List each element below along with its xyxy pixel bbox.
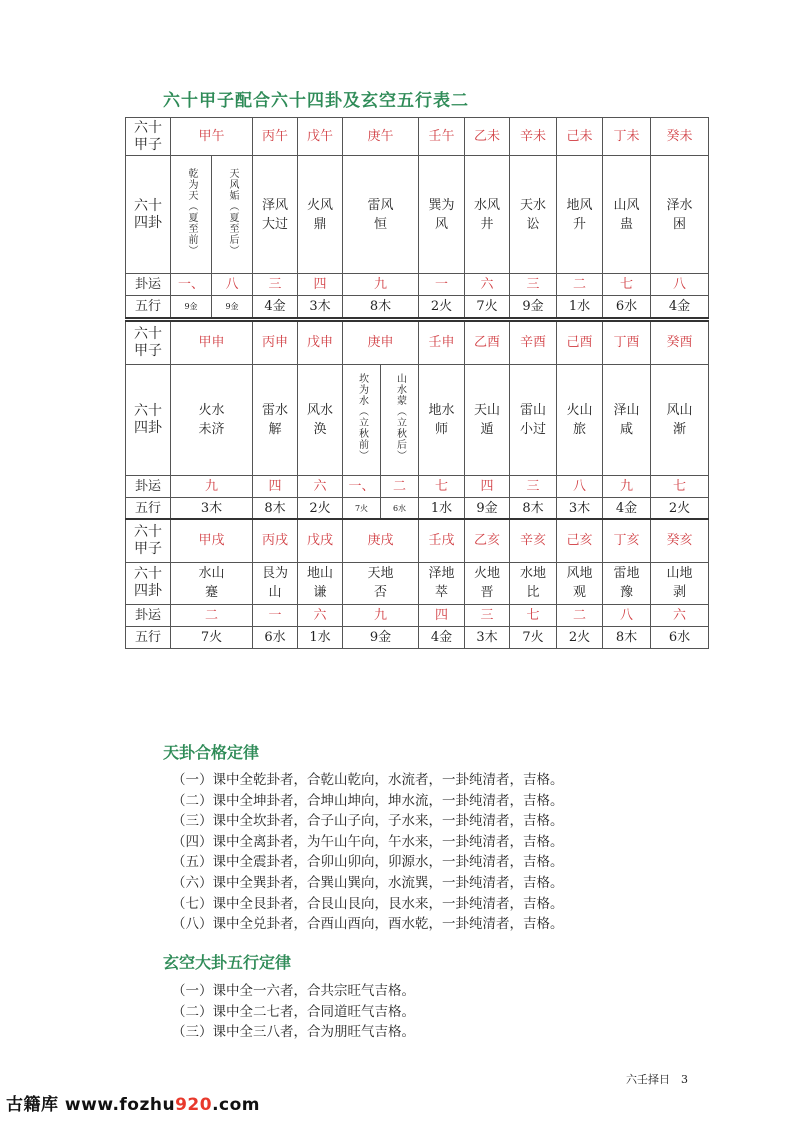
yun-cell: 九 — [171, 475, 253, 497]
gua-cell: 火山 旅 — [557, 364, 603, 475]
row-label-gua: 六十 四卦 — [126, 364, 171, 475]
gua-cell: 火水 未济 — [171, 364, 253, 475]
gua-cell: 天水 讼 — [510, 156, 557, 274]
wuxing-row — [126, 626, 709, 648]
wuxing-cell: 4金 — [603, 497, 651, 519]
yun-cell: 七 — [603, 274, 651, 296]
list-item: （五）课中全震卦者，合卯山卯向，卯源水，一卦纯清者，吉格。 — [172, 854, 564, 871]
gua-cell-vertical: 坎为水（立秋前） — [343, 364, 381, 475]
jiazi-cell: 癸未 — [651, 118, 709, 156]
rule-list-xuankong — [172, 981, 415, 1043]
wuxing-cell: 6水 — [651, 626, 709, 648]
gua-cell: 泽地 萃 — [419, 562, 465, 604]
gua-cell: 天地 否 — [343, 562, 419, 604]
yun-cell: 七 — [651, 475, 709, 497]
gua-cell-vertical: 山水蒙（立秋后） — [381, 364, 419, 475]
list-item: （四）课中全离卦者，为午山午向，午水来，一卦纯清者，吉格。 — [172, 833, 564, 850]
gua-cell: 山地 剥 — [651, 562, 709, 604]
jiazi-cell: 辛酉 — [510, 321, 557, 364]
gua-cell: 地山 谦 — [298, 562, 343, 604]
wuxing-cell: 6水 — [603, 296, 651, 318]
row-label-guayun: 卦运 — [126, 475, 171, 497]
gua-cell: 风地 观 — [557, 562, 603, 604]
row-label-gua: 六十 四卦 — [126, 156, 171, 274]
yun-cell: 九 — [343, 604, 419, 626]
wuxing-cell: 3木 — [465, 626, 510, 648]
wuxing-cell: 6水 — [381, 497, 419, 519]
yun-cell: 三 — [253, 274, 298, 296]
jiazi-cell: 戊午 — [298, 118, 343, 156]
wuxing-cell: 6水 — [253, 626, 298, 648]
gua-cell: 水风 井 — [465, 156, 510, 274]
row-label-guayun: 卦运 — [126, 274, 171, 296]
gua-row — [126, 364, 709, 475]
list-item: （一）课中全乾卦者，合乾山乾向，水流者，一卦纯清者，吉格。 — [172, 772, 564, 788]
jiazi-cell: 庚午 — [343, 118, 419, 156]
gua-cell: 雷地 豫 — [603, 562, 651, 604]
list-item: （八）课中全兑卦者，合酉山酉向，酉水乾，一卦纯清者，吉格。 — [172, 916, 564, 933]
jiazi-cell: 乙亥 — [465, 519, 510, 562]
list-item: （七）课中全艮卦者，合艮山艮向，艮水来，一卦纯清者，吉格。 — [172, 895, 564, 912]
list-item: （六）课中全巽卦者，合巽山巽向，水流巽，一卦纯清者，吉格。 — [172, 874, 564, 891]
list-item: （二）课中全坤卦者，合坤山坤向，坤水流，一卦纯清者，吉格。 — [172, 792, 564, 809]
wuxing-row — [126, 497, 709, 519]
wuxing-cell: 3木 — [298, 296, 343, 318]
guayun-row — [126, 475, 709, 497]
gua-cell: 泽风 大过 — [253, 156, 298, 274]
wuxing-cell: 1水 — [298, 626, 343, 648]
jiazi-cell: 甲戌 — [171, 519, 253, 562]
wuxing-cell: 2火 — [651, 497, 709, 519]
yun-cell: 八 — [651, 274, 709, 296]
gua-cell: 火风 鼎 — [298, 156, 343, 274]
gua-cell: 地风 升 — [557, 156, 603, 274]
gua-cell: 山风 蛊 — [603, 156, 651, 274]
jiazi-cell: 己未 — [557, 118, 603, 156]
jiazi-cell: 丁未 — [603, 118, 651, 156]
wuxing-cell: 7火 — [171, 626, 253, 648]
jiazi-cell: 戊戌 — [298, 519, 343, 562]
wuxing-cell: 7火 — [465, 296, 510, 318]
row-label-guayun: 卦运 — [126, 604, 171, 626]
wuxing-cell: 2火 — [557, 626, 603, 648]
wuxing-cell: 9金 — [212, 296, 253, 318]
yun-cell: 六 — [651, 604, 709, 626]
wuxing-cell: 4金 — [419, 626, 465, 648]
jiazi-cell: 壬申 — [419, 321, 465, 364]
yun-cell: 四 — [419, 604, 465, 626]
row-label-jiazi: 六十 甲子 — [126, 118, 171, 156]
section-title-xuankong: 玄空大卦五行定律 — [163, 953, 292, 972]
jiazi-row — [126, 519, 709, 562]
jiazi-cell: 辛未 — [510, 118, 557, 156]
jiazi-cell: 癸亥 — [651, 519, 709, 562]
jiazi-cell: 丁亥 — [603, 519, 651, 562]
jiazi-cell: 丁酉 — [603, 321, 651, 364]
wuxing-cell: 7火 — [510, 626, 557, 648]
wuxing-cell: 2火 — [419, 296, 465, 318]
jiazi-cell: 丙午 — [253, 118, 298, 156]
gua-cell: 风山 渐 — [651, 364, 709, 475]
gua-cell: 风水 涣 — [298, 364, 343, 475]
site-watermark: 古籍库 www.fozhu920.com — [6, 1095, 261, 1115]
page-footer: 六壬择日 3 — [626, 1073, 688, 1086]
yun-cell: 七 — [510, 604, 557, 626]
wuxing-cell: 8木 — [603, 626, 651, 648]
yun-cell: 九 — [343, 274, 419, 296]
gua-cell: 泽山 咸 — [603, 364, 651, 475]
wuxing-cell: 8木 — [253, 497, 298, 519]
yun-cell: 二 — [557, 274, 603, 296]
yun-cell: 六 — [465, 274, 510, 296]
gua-cell: 火地 晋 — [465, 562, 510, 604]
yun-cell: 三 — [465, 604, 510, 626]
wuxing-cell: 3木 — [557, 497, 603, 519]
yun-cell: 二 — [557, 604, 603, 626]
yun-cell: 八 — [603, 604, 651, 626]
jiazi-row — [126, 321, 709, 364]
gua-row — [126, 156, 709, 274]
gua-cell-vertical: 天风姤（夏至后） — [212, 156, 253, 274]
wuxing-cell: 3木 — [171, 497, 253, 519]
gua-cell: 水山 蹇 — [171, 562, 253, 604]
gua-cell: 泽水 困 — [651, 156, 709, 274]
wuxing-cell: 1水 — [557, 296, 603, 318]
jiazi-cell: 戊申 — [298, 321, 343, 364]
row-label-wuxing: 五行 — [126, 626, 171, 648]
wuxing-cell: 9金 — [343, 626, 419, 648]
list-item: （三）课中全三八者，合为朋旺气吉格。 — [172, 1024, 415, 1041]
yun-cell: 六 — [298, 475, 343, 497]
yun-cell: 二 — [171, 604, 253, 626]
jiazi-cell: 甲申 — [171, 321, 253, 364]
jiazi-cell: 甲午 — [171, 118, 253, 156]
row-label-wuxing: 五行 — [126, 296, 171, 318]
yun-cell: 七 — [419, 475, 465, 497]
jiazi-cell: 癸酉 — [651, 321, 709, 364]
ganzhi-table-1 — [125, 117, 709, 319]
wuxing-cell: 4金 — [253, 296, 298, 318]
row-label-wuxing: 五行 — [126, 497, 171, 519]
rule-list-tiangua — [172, 770, 564, 935]
gua-cell: 雷风 恒 — [343, 156, 419, 274]
gua-cell: 雷山 小过 — [510, 364, 557, 475]
jiazi-cell: 乙酉 — [465, 321, 510, 364]
jiazi-row — [126, 118, 709, 156]
yun-cell: 六 — [298, 604, 343, 626]
gua-cell: 巽为 风 — [419, 156, 465, 274]
wuxing-cell: 4金 — [651, 296, 709, 318]
wuxing-cell: 9金 — [465, 497, 510, 519]
yun-cell: 一 — [253, 604, 298, 626]
gua-row — [126, 562, 709, 604]
yun-cell: 一、 — [171, 274, 212, 296]
list-item: （二）课中全二七者，合同道旺气吉格。 — [172, 1003, 415, 1020]
page-title: 六十甲子配合六十四卦及玄空五行表二 — [163, 91, 469, 111]
list-item: （一）课中全一六者，合共宗旺气吉格。 — [172, 983, 415, 999]
list-item: （三）课中全坎卦者，合子山子向，子水来，一卦纯清者，吉格。 — [172, 813, 564, 830]
yun-cell: 四 — [253, 475, 298, 497]
row-label-gua: 六十 四卦 — [126, 562, 171, 604]
gua-cell: 雷水 解 — [253, 364, 298, 475]
wuxing-cell: 8木 — [343, 296, 419, 318]
row-label-jiazi: 六十 甲子 — [126, 321, 171, 364]
ganzhi-table-3 — [125, 518, 709, 649]
wuxing-cell: 8木 — [510, 497, 557, 519]
wuxing-cell: 7火 — [343, 497, 381, 519]
jiazi-cell: 壬戌 — [419, 519, 465, 562]
ganzhi-table-2 — [125, 320, 709, 520]
wuxing-row — [126, 296, 709, 318]
gua-cell: 水地 比 — [510, 562, 557, 604]
wuxing-cell: 1水 — [419, 497, 465, 519]
wuxing-cell: 9金 — [510, 296, 557, 318]
jiazi-cell: 辛亥 — [510, 519, 557, 562]
gua-cell: 地水 师 — [419, 364, 465, 475]
gua-cell: 天山 遁 — [465, 364, 510, 475]
yun-cell: 一 — [419, 274, 465, 296]
yun-cell: 三 — [510, 274, 557, 296]
gua-cell-vertical: 乾为天（夏至前） — [171, 156, 212, 274]
jiazi-cell: 庚申 — [343, 321, 419, 364]
jiazi-cell: 乙未 — [465, 118, 510, 156]
yun-cell: 九 — [603, 475, 651, 497]
yun-cell: 四 — [465, 475, 510, 497]
jiazi-cell: 庚戌 — [343, 519, 419, 562]
jiazi-cell: 壬午 — [419, 118, 465, 156]
yun-cell: 一、 — [343, 475, 381, 497]
gua-cell: 艮为 山 — [253, 562, 298, 604]
wuxing-cell: 9金 — [171, 296, 212, 318]
wuxing-cell: 2火 — [298, 497, 343, 519]
yun-cell: 八 — [557, 475, 603, 497]
jiazi-cell: 己酉 — [557, 321, 603, 364]
yun-cell: 八 — [212, 274, 253, 296]
jiazi-cell: 己亥 — [557, 519, 603, 562]
guayun-row — [126, 604, 709, 626]
guayun-row — [126, 274, 709, 296]
yun-cell: 三 — [510, 475, 557, 497]
row-label-jiazi: 六十 甲子 — [126, 519, 171, 562]
jiazi-cell: 丙申 — [253, 321, 298, 364]
yun-cell: 四 — [298, 274, 343, 296]
jiazi-cell: 丙戌 — [253, 519, 298, 562]
yun-cell: 二 — [381, 475, 419, 497]
section-title-tiangua: 天卦合格定律 — [163, 743, 260, 762]
